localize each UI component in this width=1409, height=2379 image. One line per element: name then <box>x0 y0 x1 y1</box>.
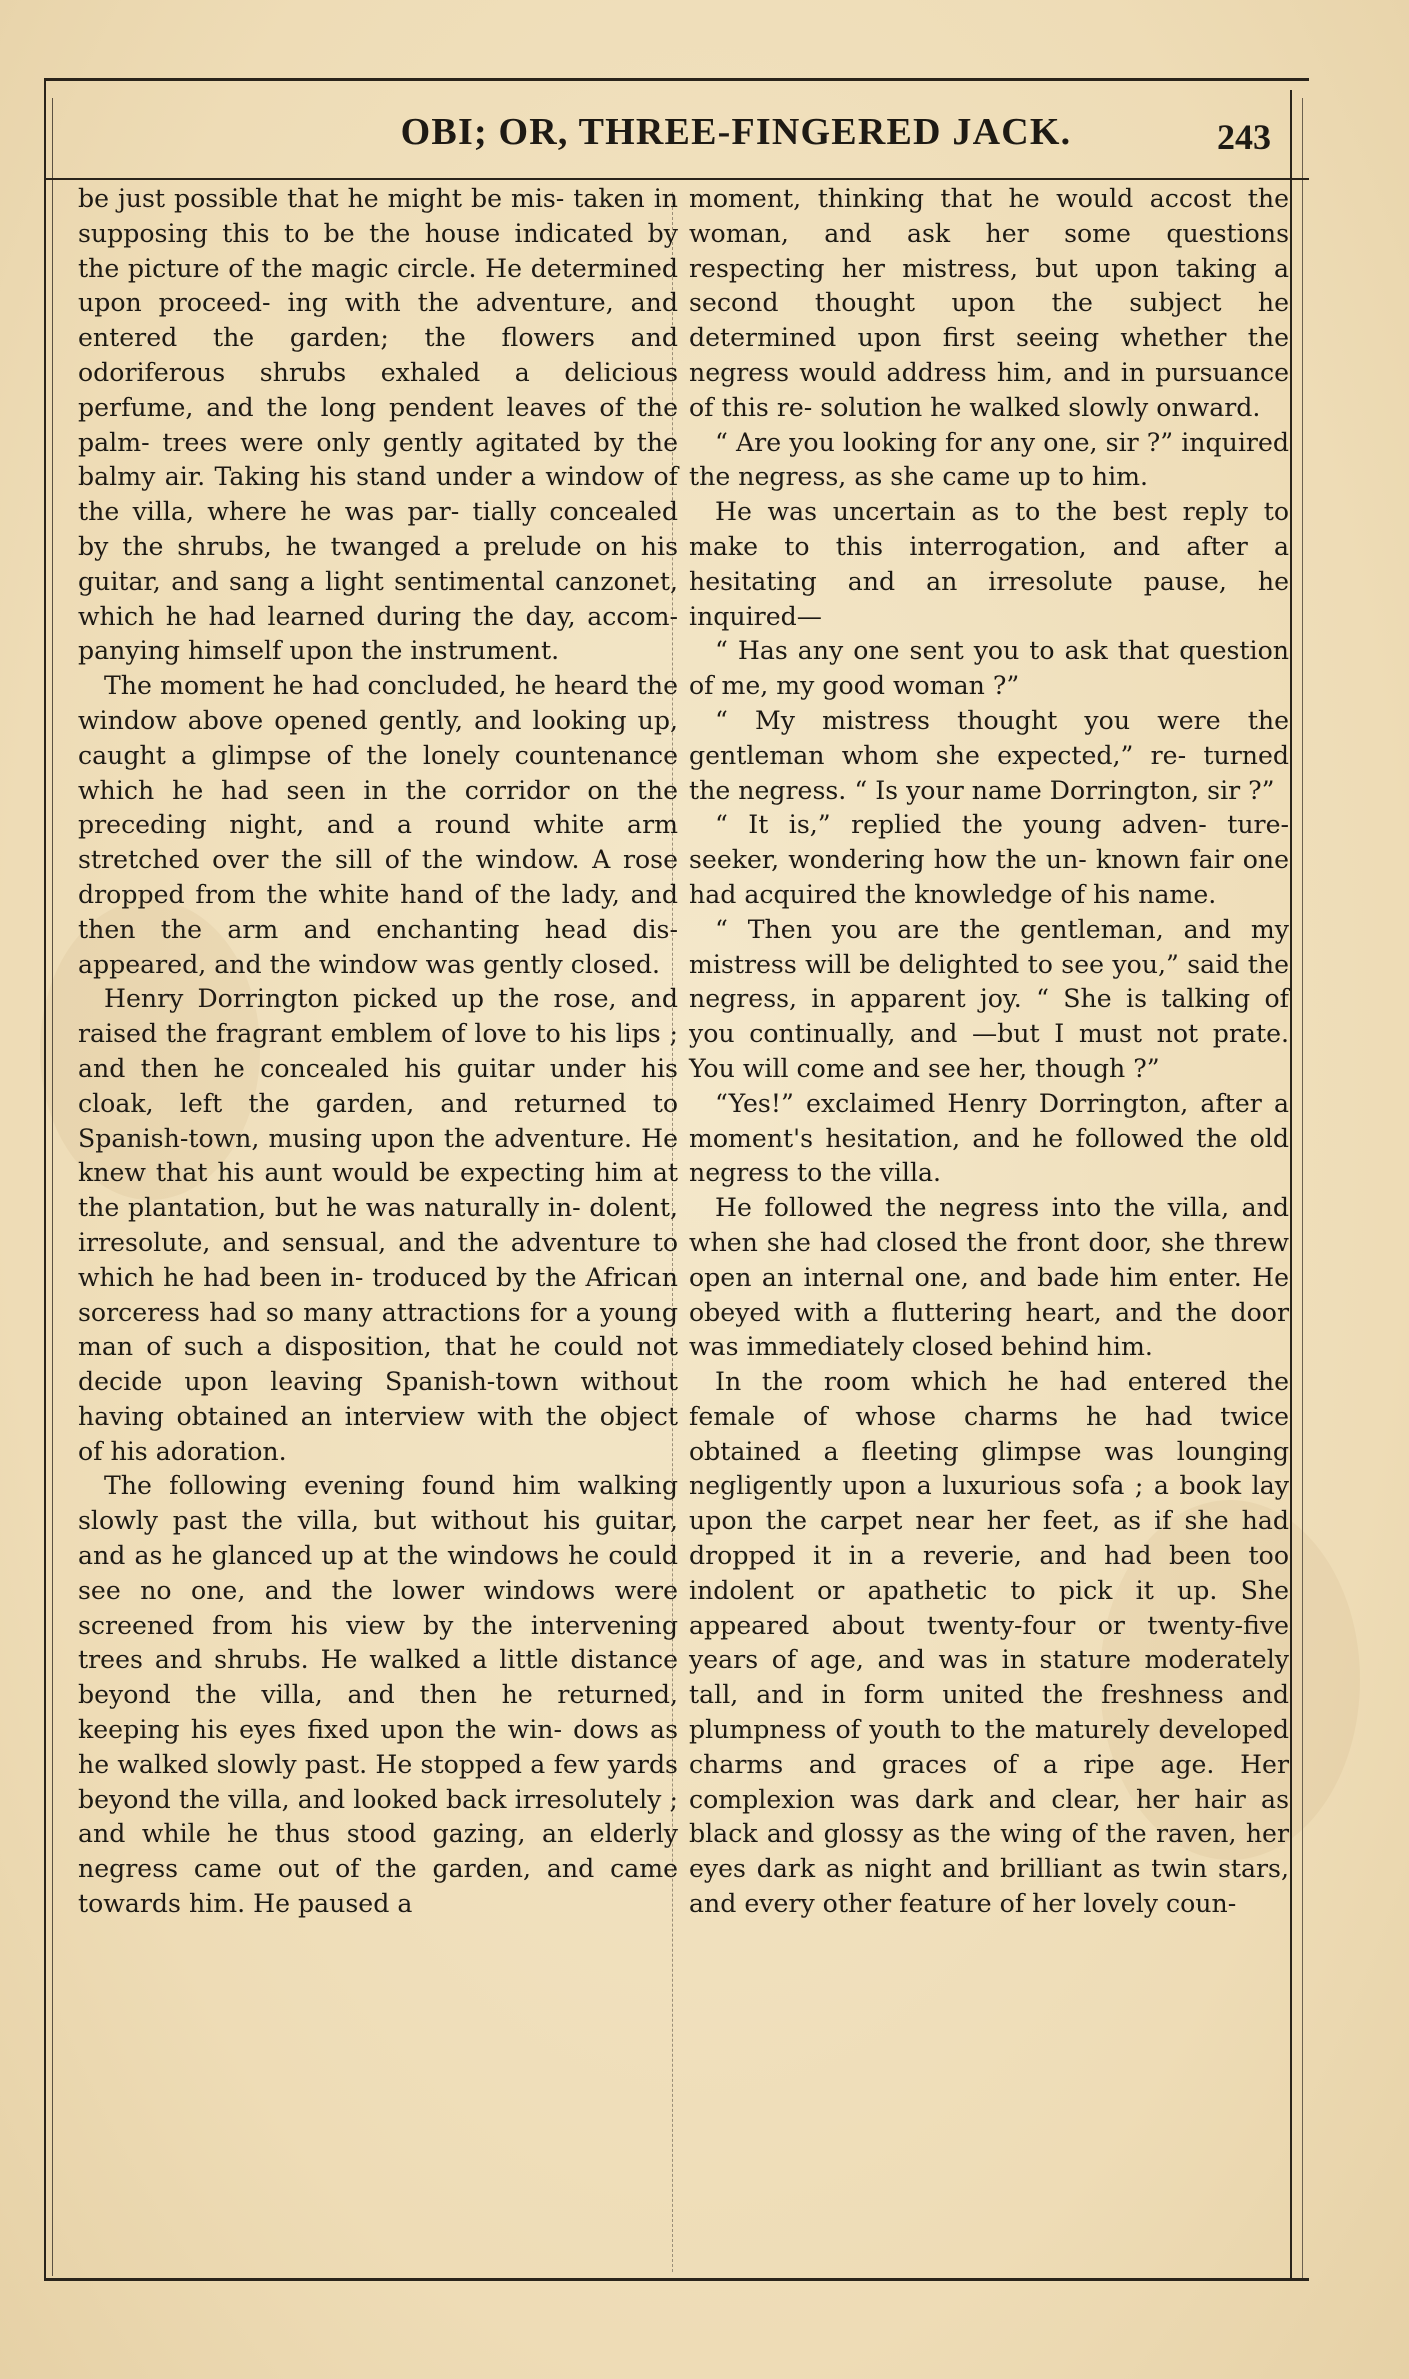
right-inner-border <box>1302 98 1303 2278</box>
paragraph: The moment he had concluded, he heard the window above opened gently, and looking up, caught a glimpse of the lonely countenance which he had seen in the corridor on the preceding night, and a round white arm stretched over the sill of the window. A rose dropped from the white hand of the lady, and then the arm and enchanting head dis- appeared, and the window was gently closed. <box>78 671 678 979</box>
paragraph: “ My mistress thought you were the gentleman whom she expected,” re- turned the negress. “ Is your name Dorrington, sir ?” <box>689 705 1289 805</box>
paragraph: “ Then you are the gentleman, and my mistress will be delighted to see you,” said the negress, in apparent joy. “ She is talking of you continually, and —but I must not prate. You will come and see her, though ?” <box>689 914 1289 1083</box>
paragraph: The following evening found him walking slowly past the villa, but without his guitar, and as he glanced up at the windows he could see no one, and the lower windows were screened from his view by the intervening trees and shrubs. He walked a little distance beyond the villa, and then he returned, keeping his eyes fixed upon the win- dows as he walked slowly past. He stopped a few yards beyond the villa, and looked back irresolutely ; and while he thus stood gazing, an elderly negress came out of the garden, and came towards him. He paused a <box>78 1471 678 1919</box>
page-number: 243 <box>1217 117 1271 157</box>
right-column <box>689 182 1289 1922</box>
paragraph: “ Are you looking for any one, sir ?” inquired the negress, as she came up to him. <box>689 427 1289 492</box>
paragraph: moment, thinking that he would accost the woman, and ask her some questions respecting her mistress, but upon taking a second thought upon the subject he determined upon first seeing whether the negress would address him, and in pursuance of this re- solution he walked slowly onward. <box>689 184 1289 422</box>
paragraph: He followed the negress into the villa, and when she had closed the front door, she threw open an internal one, and bade him enter. He obeyed with a fluttering heart, and the door was immediately closed behind him. <box>689 1193 1289 1362</box>
paragraph: “ Has any one sent you to ask that question of me, my good woman ?” <box>689 636 1289 701</box>
page-title: OBI; OR, THREE-FINGERED JACK. <box>400 111 1072 153</box>
left-border <box>44 78 46 2280</box>
paragraph: “ It is,” replied the young adven- ture-seeker, wondering how the un- known fair one had acquired the knowledge of his name. <box>689 810 1289 909</box>
header-rule <box>44 178 1309 180</box>
top-rule <box>44 78 1309 81</box>
right-border <box>1290 90 1292 2280</box>
left-column <box>78 182 678 1922</box>
paragraph: “Yes!” exclaimed Henry Dorrington, after a moment's hesitation, and he followed the old negress to the villa. <box>689 1088 1289 1188</box>
paragraph: He was uncertain as to the best reply to make to this interrogation, and after a hesitating and an irresolute pause, he inquired— <box>689 497 1289 631</box>
paragraph: Henry Dorrington picked up the rose, and raised the fragrant emblem of love to his lips ; and then he concealed his guitar under his cloak, left the garden, and returned to Spanish-town, musing upon the adventure. He knew that his aunt would be expecting him at the plantation, but he was naturally in- dolent, irresolute, and sensual, and the adventure to which he had been in- troduced by the African sorceress had so many attractions for a young man of such a disposition, that he could not decide upon leaving Spanish-town without having obtained an interview with the object of his adoration. <box>78 984 678 1466</box>
left-inner-border <box>52 98 53 2276</box>
paragraph: In the room which he had entered the female of whose charms he had twice obtained a fleeting glimpse was lounging negligently upon a luxurious sofa ; a book lay upon the carpet near her feet, as if she had dropped it in a reverie, and had been too indolent or apathetic to pick it up. She appeared about twenty-four or twenty-five years of age, and was in stature moderately tall, and in form united the freshness and plumpness of youth to the maturely developed charms and graces of a ripe age. Her complexion was dark and clear, her hair as black and glossy as the wing of the raven, her eyes dark as night and brilliant as twin stars, and every other feature of her lovely coun- <box>689 1367 1289 1919</box>
paragraph: be just possible that he might be mis- taken in supposing this to be the house indicated by the picture of the magic circle. He determined upon proceed- ing with the adventure, and entered the garden; the flowers and odoriferous shrubs exhaled a delicious perfume, and the long pendent leaves of the palm- trees were only gently agitated by the balmy air. Taking his stand under a window of the villa, where he was par- tially concealed by the shrubs, he twanged a prelude on his guitar, and sang a light sentimental canzonet, which he had learned during the day, accom- panying himself upon the instrument. <box>78 184 678 666</box>
running-header <box>60 106 1285 170</box>
bottom-rule <box>44 2278 1309 2281</box>
